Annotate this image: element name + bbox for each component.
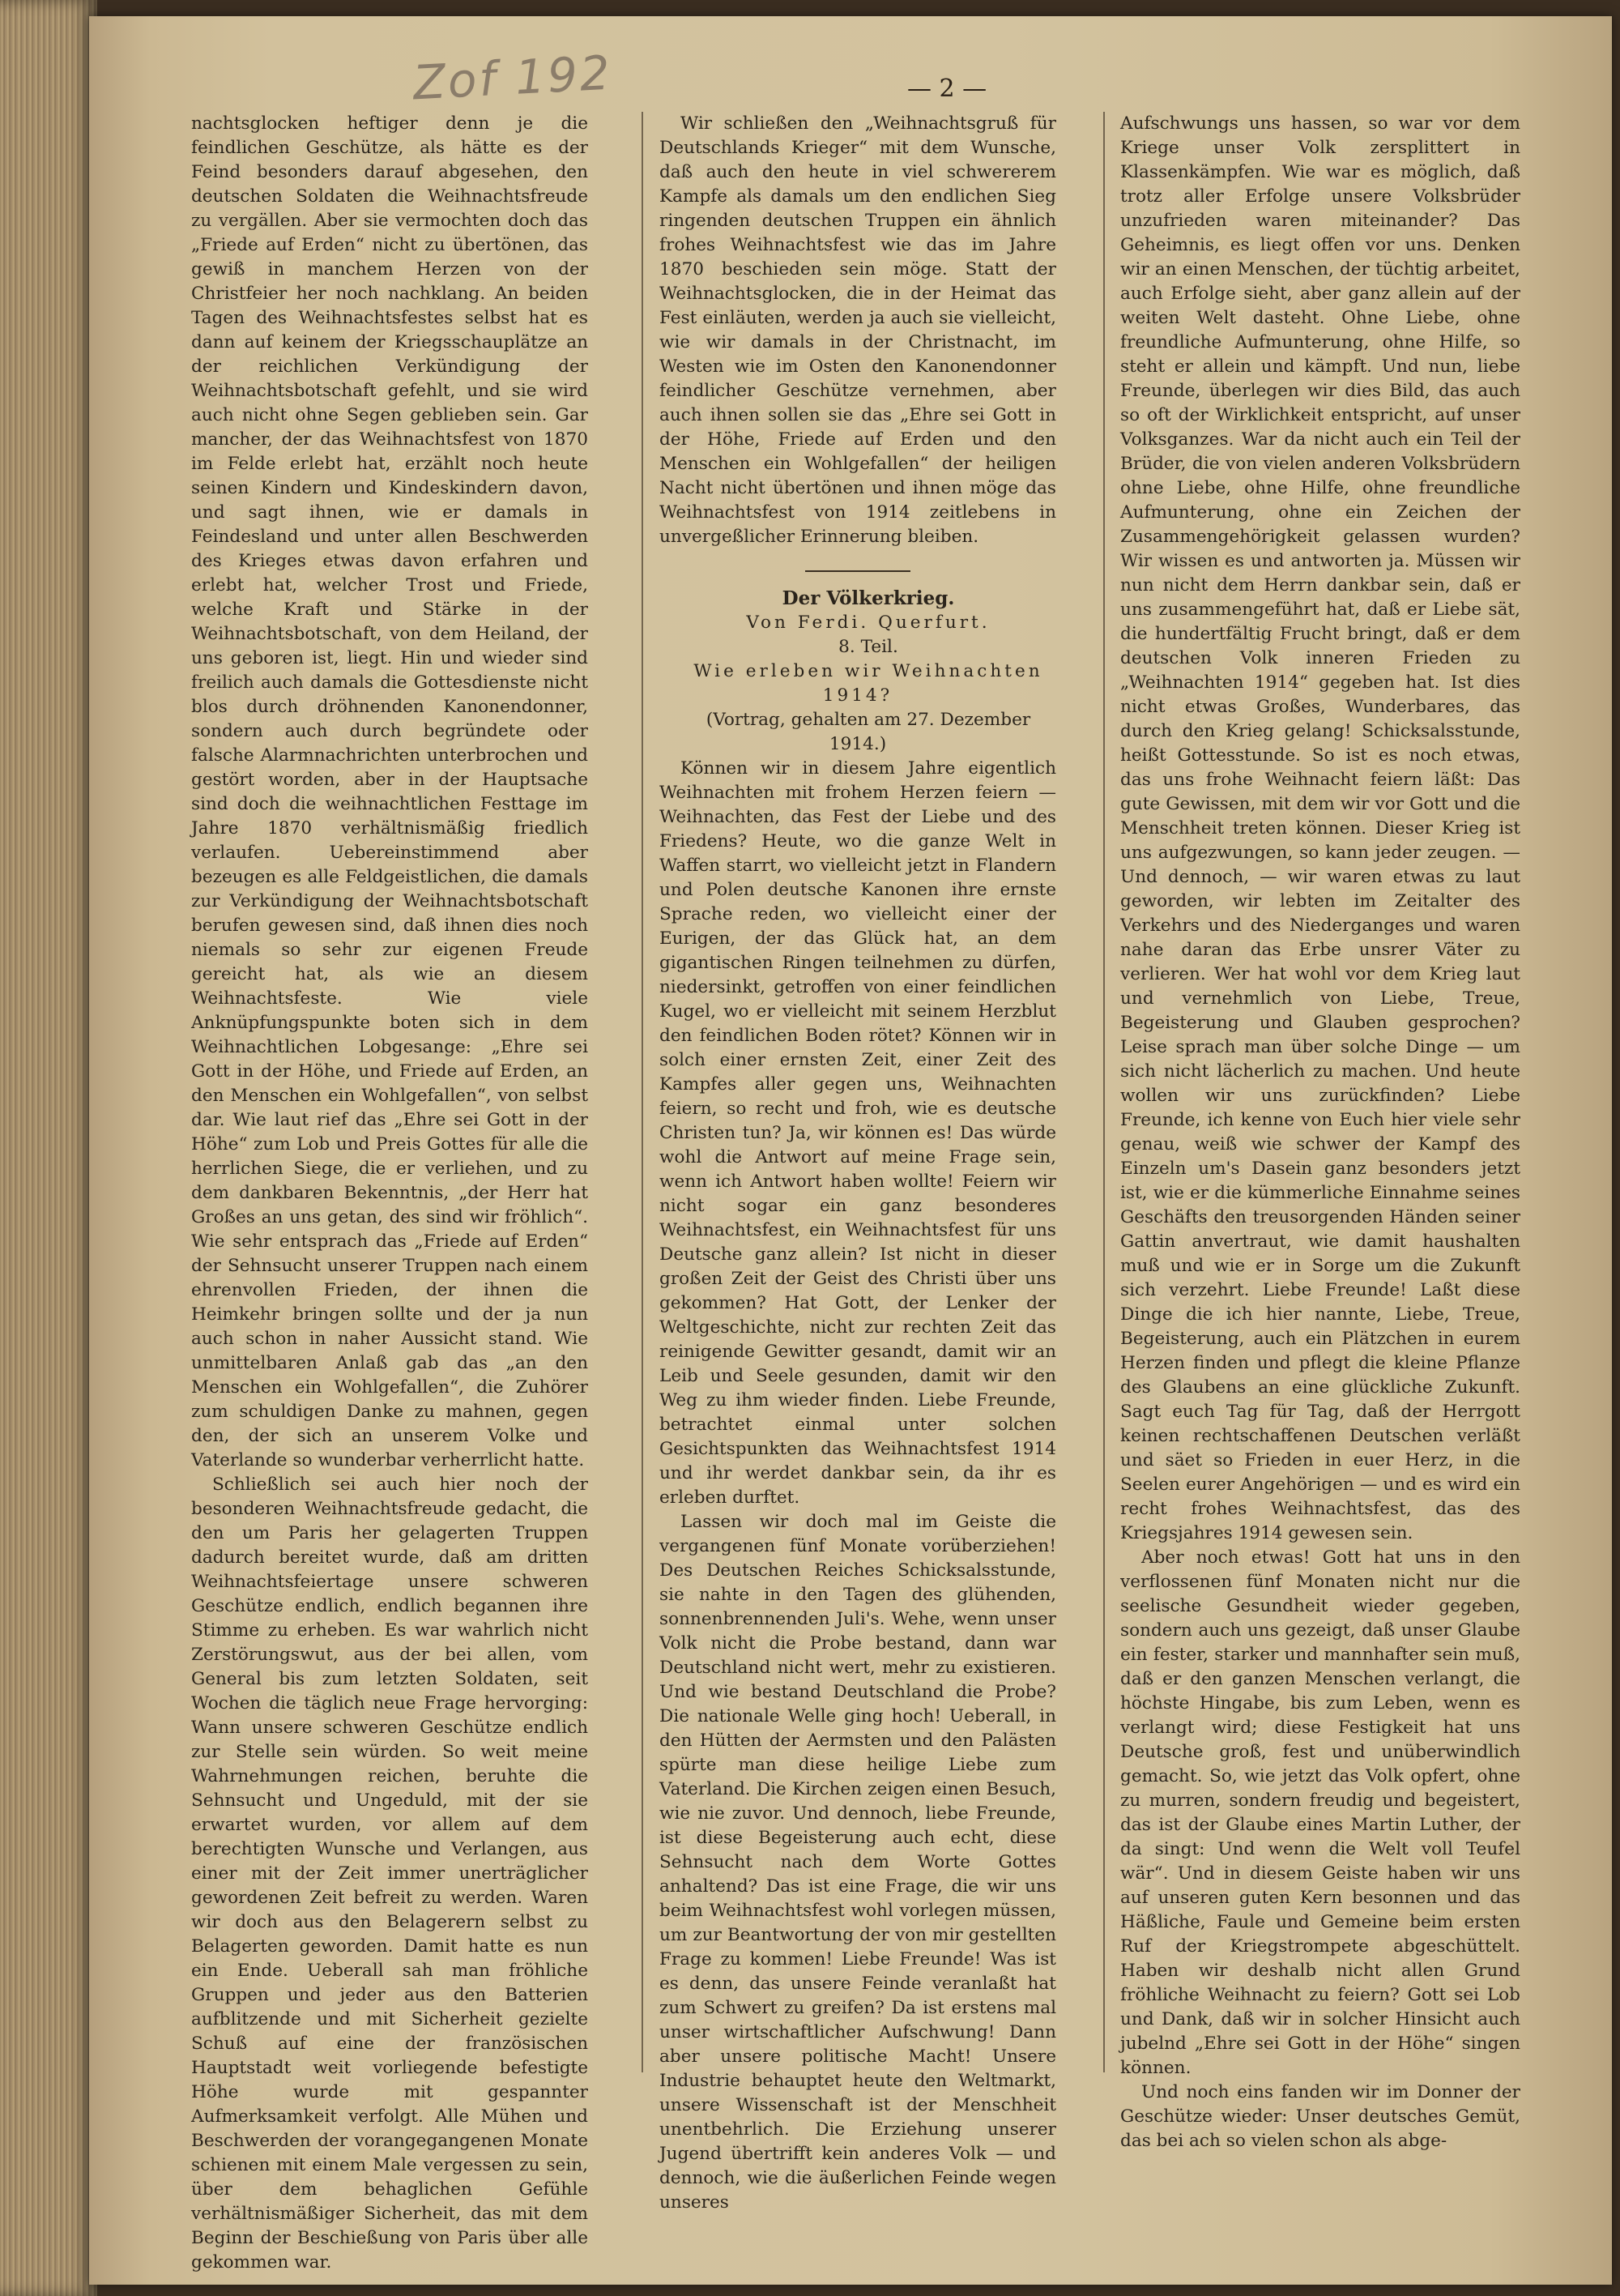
column-2 xyxy=(659,112,1056,2215)
paragraph: Können wir in diesem Jahre eigentlich Weihnachten mit frohem Herzen feiern — Weihnachten, das Fest der Liebe und des Friedens? Heute, wo die ganze Welt in Waffen starrt, wo vielleicht jetzt in Flandern und Polen deutsche Kanonen ihre ernste Sprache reden, wo vielleicht einer der Eurigen, der das Glück hat, an dem gigantischen Ringen teilnehmen zu dürfen, niedersinkt, getroffen von einer feindlichen Kugel, wo er vielleicht mit seinem Herzblut den feindlichen Boden rötet? Können wir in solch einer ernsten Zeit, einer Zeit des Kampfes aller gegen uns, Weihnachten feiern, so recht und froh, wie es deutsche Christen tun? Ja, wir können es! Das würde wohl die Antwort auf meine Frage sein, wenn ich Antwort haben wollte! Feiern wir nicht sogar ein ganz besonderes Weihnachtsfest, ein Weihnachtsfest für uns Deutsche ganz allein? Ist nicht in dieser großen Zeit der Geist des Christi über uns gekommen? Hat Gott, der Lenker der Weltgeschichte, nicht zur rechten Zeit das reinigende Gewitter gesandt, damit wir an Leib und Seele gesunden, damit wir den Weg zu ihm wieder finden. Liebe Freunde, betrachtet einmal unter solchen Gesichtspunkten das Weihnachtsfest 1914 und ihr werdet dankbar sein, da ihr es erleben durftet. xyxy=(659,758,1056,1508)
paragraph: nachtsglocken heftiger denn je die feindlichen Geschütze, als hätte es der Feind besonders darauf abgesehen, den deutschen Soldaten die Weihnachtsfreude zu vergällen. Aber sie vermochten doch das „Friede auf Erden“ nicht zu übertönen, das gewiß in manchem Herzen von der Christfeier her noch nachklang. An beiden Tagen des Weihnachtsfestes selbst hat es dann auf keinem der Kriegsschauplätze an der reichlichen Verkündigung der Weihnachtsbotschaft gefehlt, und sie wird auch nicht ohne Segen geblieben sein. Gar mancher, der das Weihnachtsfest von 1870 im Felde erlebt hat, erzählt noch heute seinen Kindern und Kindeskindern davon, und sagt ihnen, wie er damals in Feindesland und unter allen Beschwerden des Krieges etwas davon erfahren und erlebt hat, welcher Trost und Friede, welche Kraft und Stärke in der Weihnachtsbotschaft, von dem Heiland, der uns geboren ist, liegt. Hin und wieder sind freilich auch damals die Gottesdienste nicht blos durch dröhnenden Kanonendonner, sondern auch durch begründete oder falsche Alarmnachrichten unterbrochen und gestört worden, aber in der Hauptsache sind doch die weihnachtlichen Festtage im Jahre 1870 verhältnismäßig friedlich verlaufen. Uebereinstimmend aber bezeugen es alle Feldgeistlichen, die damals zur Verkündigung der Weihnachtsbotschaft berufen gewesen sind, daß ihnen dies noch niemals so sehr zur eigenen Freude gereicht hat, als wie an diesem Weihnachtsfeste. Wie viele Anknüpfungspunkte boten sich in dem Weihnachtlichen Lobgesange: „Ehre sei Gott in der Höhe, und Friede auf Erden, an den Menschen ein Wohlgefallen“, von selbst dar. Wie laut rief das „Ehre sei Gott in der Höhe“ zum Lob und Preis Gottes für alle die herrlichen Siege, die er verliehen, und zu dem dankbaren Bekenntnis, „der Herr hat Großes an uns getan, des sind wir fröhlich“. Wie sehr entsprach das „Friede auf Erden“ der Sehnsucht unserer Truppen nach einem ehrenvollen Frieden, der ihnen die Heimkehr bringen sollte und der ja nun auch schon in naher Aussicht stand. Wie unmittelbaren Anlaß gab das „an den Menschen ein Wohlgefallen“, die Zuhörer zum schuldigen Danke zu mahnen, gegen den, der sich an unserem Volke und Vaterlande so wunderbar verherrlicht hatte. xyxy=(191,113,588,1470)
column-rule-2 xyxy=(1103,112,1105,2072)
paragraph: Und noch eins fanden wir im Donner der Geschütze wieder: Unser deutsches Gemüt, das bei ach so vielen schon als abge- xyxy=(1120,2082,1520,2151)
paragraph: Schließlich sei auch hier noch der besonderen Weihnachtsfreude gedacht, die den um Paris her gelagerten Truppen dadurch bereitet wurde, daß am dritten Weihnachtsfeiertage unsere schweren Geschütze endlich, endlich begannen ihre Stimme zu erheben. Es war wahrlich nicht Zerstörungswut, aus der bei allen, vom General bis zum letzten Soldaten, seit Wochen die täglich neue Frage hervorging: Wann unsere schweren Geschütze endlich zur Stelle sein würden. So weit meine Wahrnehmungen reichen, beruhte die Sehnsucht und Ungeduld, mit der sie erwartet wurden, vor allem auf dem berechtigten Wunsche und Verlangen, aus einer mit der Zeit immer unerträglicher gewordenen Zeit befreit zu werden. Waren wir doch aus den Belagerern selbst zu Belagerten geworden. Damit hatte es nun ein Ende. Ueberall sah man fröhliche Gruppen und jeder aus den Batterien aufblitzende und mit Sicherheit gezielte Schuß auf eine der französischen Hauptstadt weit vorliegende befestigte Höhe wurde mit gespannter Aufmerksamkeit verfolgt. Alle Mühen und Beschwerden der vorangegangenen Monate schienen mit einem Male vergessen zu sein, über dem behaglichen Gefühle verhältnismäßiger Sicherheit, das mit dem Beginn der Beschießung von Paris über alle gekommen war. xyxy=(191,1474,588,2273)
pencil-annotation: Zof 192 xyxy=(411,45,614,111)
paragraph: Wir schließen den „Weihnachtsgruß für Deutschlands Krieger“ mit dem Wunsche, daß auch den heute in viel schwererem Kampfe als damals um den endlichen Sieg ringenden deutschen Truppen ein ähnlich frohes Weihnachtsfest wie das im Jahre 1870 beschieden sein möge. Statt der Weihnachtsglocken, die in der Heimat das Fest einläuten, werden ja auch sie vielleicht, wie wir damals in der Christnacht, im Westen wie im Osten den Kanonendonner feindlicher Geschütze vernehmen, aber auch ihnen sollen sie das „Ehre sei Gott in der Höhe, Friede auf Erden und den Menschen ein Wohlgefallen“ der heiligen Nacht nicht übertönen und ihnen möge das Weihnachtsfest von 1914 zeitlebens in unvergeßlicher Erinnerung bleiben. xyxy=(659,113,1056,547)
article-note: (Vortrag, gehalten am 27. Dezember 1914.) xyxy=(706,710,1031,754)
paragraph: Lassen wir doch mal im Geiste die vergangenen fünf Monate vorüberziehen! Des Deutschen Reiches Schicksalsstunde, sie nahte in den Tagen des glühenden, sonnenbrennenden Juli's. Wehe, wenn unser Volk nicht die Probe bestand, dann war Deutschland nicht wert, mehr zu existieren. Und wie bestand Deutschland die Probe? Die nationale Welle ging hoch! Ueberall, in den Hütten der Aermsten und den Palästen spürte man diese heilige Liebe zum Vaterland. Die Kirchen zeigen einen Besuch, wie nie zuvor. Und dennoch, liebe Freunde, ist diese Begeisterung auch echt, diese Sehnsucht nach dem Worte Gottes anhaltend? Das ist eine Frage, die wir uns beim Weihnachtsfest wohl vorlegen müssen, um zur Beantwortung der von mir gestellten Frage zu kommen! Liebe Freunde! Was ist es denn, das unsere Feinde veranlaßt hat zum Schwert zu greifen? Da ist erstens mal unser wirtschaftlicher Aufschwung! Dann aber unsere politische Macht! Unsere Industrie behauptet heute den Weltmarkt, unsere Wissenschaft ist der Menschheit unentbehrlich. Die Erziehung unserer Jugend übertrifft kein anderes Volk — und dennoch, wie die äußerlichen Feinde wegen unseres xyxy=(659,1512,1056,2213)
column-3 xyxy=(1120,112,1520,2153)
article-title: Der Völkerkrieg. xyxy=(782,587,955,609)
paragraph: Aufschwungs uns hassen, so war vor dem Kriege unser Volk zersplittert in Klassenkämpfen. Wie war es möglich, daß trotz aller Erfolge unsere Volksbrüder unzufrieden waren miteinander? Das Geheimnis, es liegt offen vor uns. Denken wir an einen Menschen, der tüchtig arbeitet, auch Erfolge sieht, aber ganz allein auf der weiten Welt dasteht. Ohne Liebe, ohne freundliche Aufmunterung, ohne Hilfe, so steht er allein und kämpft. Und nun, liebe Freunde, überlegen wir dies Bild, das auch so oft der Wirklichkeit entspricht, auf unser Volksganzes. War da nicht auch ein Teil der Brüder, die von vielen anderen Volksbrüdern ohne Liebe, ohne Hilfe, ohne freundliche Aufmunterung, ohne ein Zeichen der Zusammengehörigkeit gelassen wurden? Wir wissen es und antworten ja. Müssen wir nun nicht dem Herrn dankbar sein, daß er uns zusammengeführt hat, daß er Liebe sät, die hundertfältig Frucht bringt, daß er dem deutschen Volk inneren Frieden zu „Weihnachten 1914“ gegeben hat. Ist dies nicht etwas Großes, Wunderbares, das durch den Krieg gelang! Schicksalsstunde, heißt Gottesstunde. So ist es noch etwas, das uns frohe Weihnacht feiern läßt: Das gute Gewissen, mit dem wir vor Gott und die Menschheit treten können. Dieser Krieg ist uns aufgezwungen, so kann jeder zeugen. — Und dennoch, — wir waren etwas zu laut geworden, wir lebten im Zeitalter des Verkehrs und des Niederganges und waren nahe daran das Erbe unsrer Väter zu verlieren. Wer hat wohl vor dem Krieg laut und vernehmlich von Liebe, Treue, Begeisterung und Glauben gesprochen? Leise sprach man über solche Dinge — um sich nicht lächerlich zu machen. Und heute wollen wir uns zurückfinden? Liebe Freunde, ich kenne von Euch hier viele sehr genau, weiß wie schwer der Kampf des Einzeln um's Dasein ganz besonders jetzt ist, wie er die kümmerliche Einnahme seines Geschäfts den treusorgenden Händen seiner Gattin anvertraut, wie damit haushalten muß und wie er in Sorge um die Zukunft sich verzehrt. Liebe Freunde! Laßt diese Dinge die ich hier nannte, Liebe, Treue, Begeisterung, auch ein Plätzchen in eurem Herzen finden und pflegt die kleine Pflanze des Glaubens an eine glückliche Zukunft. Sagt euch Tag für Tag, daß der Herrgott keinen rechtschaffenen Deutschen verläßt und säet so Frieden in euer Herz, in die Seelen eurer Angehörigen — und es wird ein recht frohes Weihnachtsfest, das des Kriegsjahres 1914 gewesen sein. xyxy=(1120,113,1520,1543)
column-1 xyxy=(191,112,588,2275)
book-page-edges xyxy=(0,0,97,2296)
page-number: — 2 — xyxy=(907,75,987,103)
article-subtitle: Wie erleben wir Weihnachten 1914? xyxy=(693,661,1043,706)
column-rule-1 xyxy=(642,112,643,2072)
article-author: Von Ferdi. Querfurt. xyxy=(746,612,991,633)
paragraph: Aber noch etwas! Gott hat uns in den verflossenen fünf Monaten nicht nur die seelische Gesundheit wieder gegeben, sondern auch uns gezeigt, daß unser Glaube ein fester, starker und mannhafter sein muß, daß er den ganzen Menschen verlangt, die höchste Hingabe, bis zum Leben, wenn es verlangt wird; diese Festigkeit hat uns Deutsche groß, fest und unüberwindlich gemacht. So, wie jetzt das Volk opfert, ohne zu murren, sondern freudig und begeistert, das ist der Glaube eines Martin Luther, der da singt: Und wenn die Welt voll Teufel wär“. Und in diesem Geiste haben wir uns auf unseren guten Kern besonnen und das Häßliche, Faule und Gemeine beim ersten Ruf der Kriegstrompete abgeschüttelt. Haben wir deshalb nicht allen Grund fröhliche Weihnacht zu feiern? Gott sei Lob und Dank, daß wir in solcher Hinsicht auch jubelnd „Ehre sei Gott in der Höhe“ singen können. xyxy=(1120,1547,1520,2078)
article-part: 8. Teil. xyxy=(838,637,898,657)
section-separator xyxy=(805,570,910,572)
